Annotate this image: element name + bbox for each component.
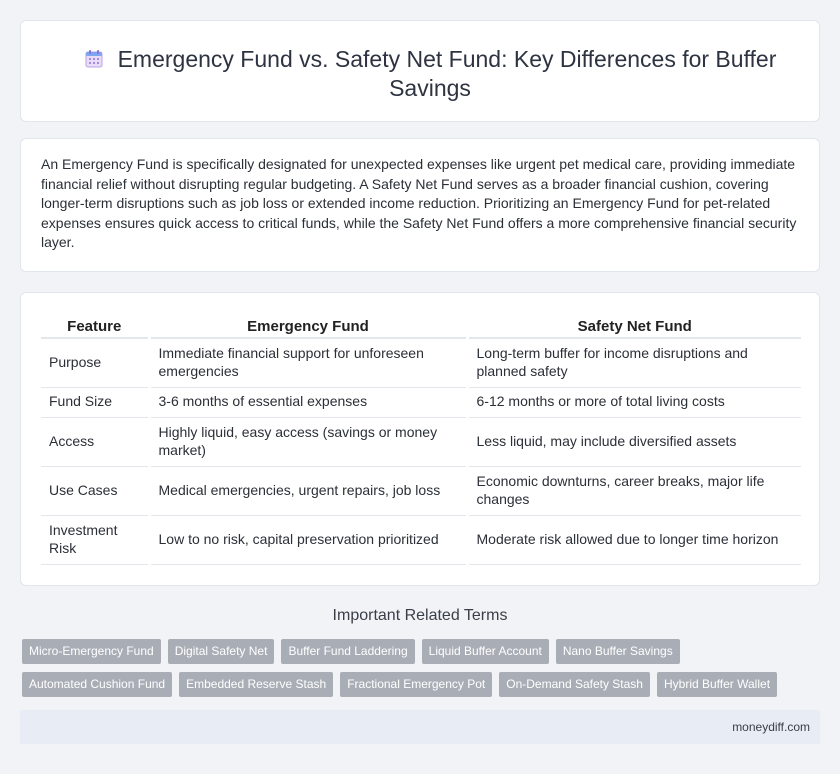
comparison-table [41, 315, 801, 565]
header-card [20, 20, 820, 122]
tag-hybrid-buffer-wallet[interactable]: Hybrid Buffer Wallet [657, 672, 777, 697]
table-row [41, 387, 801, 417]
row-safety: Economic downturns, career breaks, major life changes [467, 466, 801, 515]
row-feature: Purpose [41, 338, 149, 387]
tag-on-demand-safety-stash[interactable]: On-Demand Safety Stash [499, 672, 650, 697]
calendar-icon [84, 49, 104, 69]
footer [20, 710, 820, 744]
row-safety: 6-12 months or more of total living costs [467, 387, 801, 417]
tag-automated-cushion-fund[interactable]: Automated Cushion Fund [22, 672, 172, 697]
row-feature: Investment Risk [41, 515, 149, 564]
page-title [61, 45, 799, 103]
comparison-card [20, 292, 820, 586]
header-emergency-fund: Emergency Fund [149, 315, 467, 338]
row-safety: Less liquid, may include diversified assets [467, 417, 801, 466]
row-feature: Access [41, 417, 149, 466]
intro-paragraph: An Emergency Fund is specifically designated for unexpected expenses like urgent pet medical care, providing immediate financial relief without disrupting regular budgeting. A Safety Net Fund serves as a broader financial cushion, covering longer-term disruptions such as job loss or extended income reduction. Prioritizing an Emergency Fund for pet-related expenses ensures quick access to critical funds, while the Safety Net Fund offers a more comprehensive financial security layer. [41, 156, 797, 250]
table-header-row [41, 315, 801, 338]
row-emergency: Immediate financial support for unforeseen emergencies [149, 338, 467, 387]
intro-card [20, 138, 820, 272]
page-title-text: Emergency Fund vs. Safety Net Fund: Key Differences for Buffer Savings [117, 46, 777, 101]
row-emergency: Highly liquid, easy access (savings or money market) [149, 417, 467, 466]
header-safety-net-fund: Safety Net Fund [467, 315, 801, 338]
tag-row-1 [22, 639, 822, 664]
table-row [41, 417, 801, 466]
row-emergency: Medical emergencies, urgent repairs, job loss [149, 466, 467, 515]
title-wrap [61, 45, 799, 103]
tag-buffer-fund-laddering[interactable]: Buffer Fund Laddering [281, 639, 414, 664]
table-row [41, 466, 801, 515]
table-row [41, 338, 801, 387]
row-safety: Long-term buffer for income disruptions and planned safety [467, 338, 801, 387]
tag-row-2 [22, 672, 822, 697]
row-safety: Moderate risk allowed due to longer time horizon [467, 515, 801, 564]
footer-site[interactable]: moneydiff.com [732, 720, 810, 734]
tag-embedded-reserve-stash[interactable]: Embedded Reserve Stash [179, 672, 333, 697]
table-row [41, 515, 801, 564]
row-emergency: 3-6 months of essential expenses [149, 387, 467, 417]
related-terms [22, 639, 822, 705]
row-feature: Fund Size [41, 387, 149, 417]
tag-liquid-buffer-account[interactable]: Liquid Buffer Account [422, 639, 549, 664]
row-feature: Use Cases [41, 466, 149, 515]
row-emergency: Low to no risk, capital preservation prioritized [149, 515, 467, 564]
tag-micro-emergency-fund[interactable]: Micro-Emergency Fund [22, 639, 161, 664]
tag-fractional-emergency-pot[interactable]: Fractional Emergency Pot [340, 672, 492, 697]
header-feature: Feature [41, 315, 149, 338]
tag-digital-safety-net[interactable]: Digital Safety Net [168, 639, 275, 664]
related-terms-title: Important Related Terms [332, 607, 508, 624]
tag-nano-buffer-savings[interactable]: Nano Buffer Savings [556, 639, 680, 664]
